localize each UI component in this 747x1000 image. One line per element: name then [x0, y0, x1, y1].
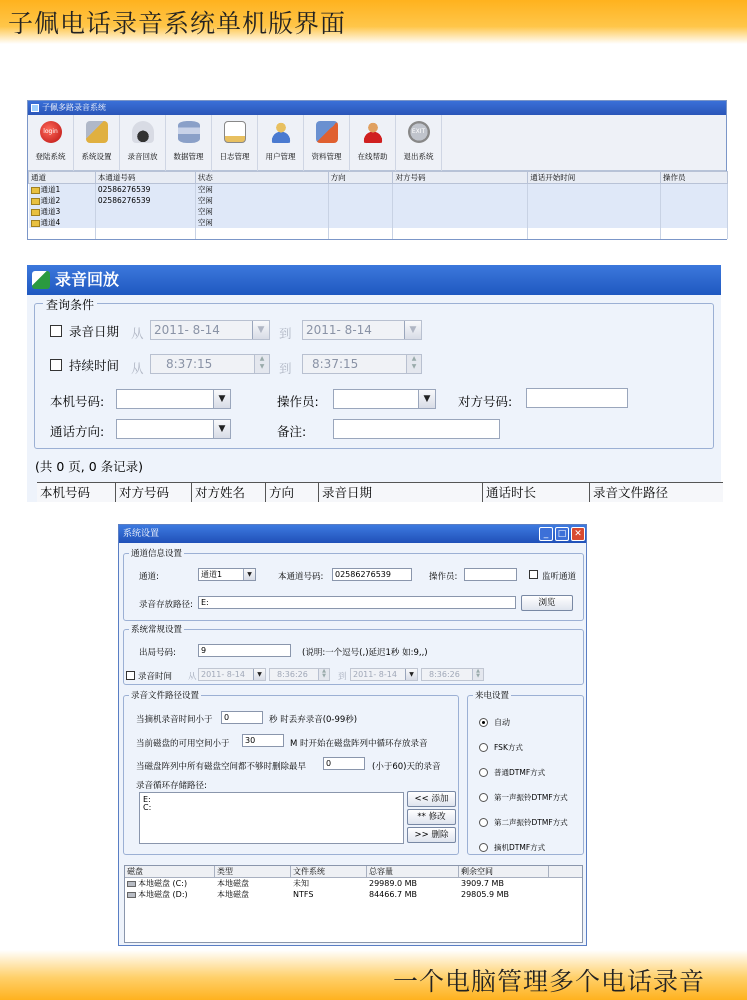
- login-button[interactable]: login 登陆系统: [28, 115, 74, 171]
- main-toolbar: [28, 115, 726, 171]
- record-date-from-label: 从: [131, 326, 144, 341]
- general-settings-group: [123, 625, 584, 685]
- chevron-down-icon[interactable]: ▼: [243, 569, 255, 580]
- incoming-radio-auto[interactable]: [479, 718, 488, 727]
- save-path-label: 录音存放路径:: [139, 600, 193, 610]
- loop-path-items: E: C:: [143, 795, 152, 812]
- hangup-input[interactable]: 0: [221, 711, 263, 724]
- remote-number-label: 对方号码:: [458, 394, 513, 409]
- table-row[interactable]: 本地磁盘 (C:) 本地磁盘 未知 29989.0 MB 3909.7 MB: [125, 878, 582, 889]
- chevron-down-icon[interactable]: ▼: [213, 420, 230, 438]
- results-header: [37, 482, 723, 502]
- direction-label: 通话方向:: [50, 424, 105, 439]
- record-time-time2[interactable]: 8:36:26 ▲ ▼: [421, 668, 484, 681]
- duration-label: 持续时间: [69, 358, 120, 373]
- channel-grid-header: [29, 172, 728, 184]
- remove-path-button[interactable]: >> 删除: [407, 827, 456, 843]
- outline-number-input[interactable]: 9: [198, 644, 291, 657]
- loop-path-list[interactable]: [139, 792, 404, 844]
- tools-icon: [86, 121, 108, 143]
- channel-icon: [31, 187, 40, 194]
- channel-info-legend: 通道信息设置: [131, 549, 183, 559]
- record-date-end-picker[interactable]: 2011- 8-14 ▼: [302, 320, 422, 340]
- app-icon: [31, 104, 39, 112]
- table-row[interactable]: 通道1 02586276539 空闲: [29, 184, 728, 196]
- duration-checkbox[interactable]: [50, 359, 62, 371]
- column-header[interactable]: 对方姓名: [192, 483, 266, 502]
- record-time-to-label: 到: [338, 672, 347, 682]
- delete-oldest-suffix: (小于60)天的录音: [372, 762, 441, 772]
- bottom-banner: [0, 950, 747, 1000]
- settings-titlebar: [119, 525, 586, 543]
- hard-drive-icon: [127, 892, 136, 898]
- add-path-button[interactable]: << 添加: [407, 791, 456, 807]
- spinner-icon[interactable]: ▲ ▼: [318, 669, 329, 680]
- incoming-option-label: 第一声振铃DTMF方式: [494, 793, 568, 802]
- monitor-checkbox[interactable]: [529, 570, 538, 579]
- operator-input[interactable]: [464, 568, 517, 581]
- channel-grid: [28, 171, 728, 239]
- operator-label: 操作员:: [429, 572, 458, 582]
- table-row-empty: [29, 228, 728, 239]
- delete-oldest-label: 当磁盘阵列中所有磁盘空间都不够时删除最早: [136, 762, 307, 772]
- column-header[interactable]: 方向: [328, 172, 393, 184]
- table-row[interactable]: 通道3 空闲: [29, 206, 728, 217]
- main-window: [27, 100, 727, 240]
- remote-number-input[interactable]: [526, 388, 628, 408]
- remark-label: 备注:: [277, 424, 307, 439]
- column-header[interactable]: 操作员: [661, 172, 728, 184]
- minimize-icon[interactable]: _: [539, 527, 553, 541]
- exit-icon: EXIT: [408, 121, 430, 143]
- incoming-radio-offhook[interactable]: [479, 843, 488, 852]
- column-header[interactable]: 类型: [215, 866, 291, 877]
- channel-select[interactable]: 通道1 ▼: [198, 568, 256, 581]
- remark-input[interactable]: [333, 419, 500, 439]
- chevron-down-icon[interactable]: ▼: [252, 321, 269, 339]
- log-icon: [224, 121, 246, 143]
- channel-number-label: 本通道号码:: [278, 572, 324, 582]
- save-path-input[interactable]: E:: [198, 596, 516, 609]
- data-icon: [316, 121, 338, 143]
- spinner-icon[interactable]: ▲ ▼: [472, 669, 483, 680]
- database-icon: [178, 121, 200, 143]
- channel-icon: [31, 198, 40, 205]
- channel-info-group: [123, 549, 584, 621]
- document-management-button[interactable]: 资料管理: [304, 115, 350, 171]
- channel-number-input[interactable]: 02586276539: [332, 568, 412, 581]
- loop-path-label: 录音循环存储路径:: [136, 781, 207, 791]
- operator-label: 操作员:: [277, 394, 319, 409]
- free-space-label: 当前磁盘的可用空间小于: [136, 739, 230, 749]
- column-header[interactable]: 录音文件路径: [590, 483, 723, 502]
- top-banner: [0, 0, 747, 44]
- hard-drive-icon: [127, 881, 136, 887]
- maximize-icon[interactable]: □: [555, 527, 569, 541]
- record-date-checkbox[interactable]: [50, 325, 62, 337]
- headset-icon: [132, 121, 154, 143]
- incoming-radio-dtmf[interactable]: [479, 768, 488, 777]
- duration-from-label: 从: [131, 361, 144, 376]
- log-management-button[interactable]: 日志管理: [212, 115, 258, 171]
- column-header[interactable]: 本通道号码: [95, 172, 195, 184]
- column-header[interactable]: 方向: [266, 483, 319, 502]
- general-settings-legend: 系统常规设置: [131, 625, 183, 635]
- playback-app-icon: [32, 271, 50, 289]
- system-settings-button[interactable]: 系统设置: [74, 115, 120, 171]
- free-space-suffix: M 时开始在磁盘阵列中循环存放录音: [290, 739, 428, 749]
- playback-title: 录音回放: [55, 270, 120, 289]
- channel-icon: [31, 220, 40, 227]
- edit-path-button[interactable]: ** 修改: [407, 809, 456, 825]
- settings-dialog: [118, 524, 587, 946]
- column-header[interactable]: 通话开始时间: [528, 172, 661, 184]
- chevron-down-icon[interactable]: ▼: [213, 390, 230, 408]
- top-banner-title: 子佩电话录音系统单机版界面: [8, 9, 347, 38]
- query-conditions-group: [34, 298, 714, 449]
- table-row[interactable]: 本地磁盘 (D:) 本地磁盘 NTFS 84466.7 MB 29805.9 MB: [125, 889, 582, 900]
- column-header[interactable]: 磁盘: [125, 866, 215, 877]
- column-header[interactable]: 文件系统: [291, 866, 367, 877]
- record-time-time1[interactable]: 8:36:26 ▲ ▼: [269, 668, 330, 681]
- record-path-legend: 录音文件路径设置: [131, 691, 200, 701]
- playback-titlebar: [27, 265, 721, 295]
- chevron-down-icon[interactable]: ▼: [405, 669, 417, 680]
- local-number-select[interactable]: [116, 389, 231, 409]
- record-count: (共 0 页, 0 条记录): [35, 459, 144, 474]
- record-date-label: 录音日期: [69, 324, 120, 339]
- operator-select[interactable]: [333, 389, 436, 409]
- chevron-down-icon[interactable]: ▼: [404, 321, 421, 339]
- hangup-label: 当摘机录音时间小于: [136, 715, 213, 725]
- exit-button[interactable]: EXIT 退出系统: [396, 115, 442, 171]
- users-icon: [270, 121, 292, 143]
- incoming-call-legend: 来电设置: [475, 691, 510, 701]
- table-row[interactable]: 通道2 02586276539 空闲: [29, 195, 728, 206]
- main-window-title: 子佩多路录音系统: [42, 103, 106, 112]
- duration-start-spinner[interactable]: 8:37:15 ▲ ▼: [150, 354, 270, 374]
- monitor-label: 监听通道: [542, 572, 577, 582]
- free-space-input[interactable]: 30: [242, 734, 284, 747]
- spinner-icon[interactable]: ▲ ▼: [254, 355, 269, 373]
- column-header[interactable]: 通话时长: [483, 483, 590, 502]
- chevron-down-icon[interactable]: ▼: [253, 669, 265, 680]
- main-window-titlebar: [28, 101, 726, 115]
- incoming-radio-second-ring[interactable]: [479, 818, 488, 827]
- column-header[interactable]: 对方号码: [393, 172, 528, 184]
- column-header[interactable]: 剩余空间: [459, 866, 549, 877]
- column-header[interactable]: 对方号码: [116, 483, 192, 502]
- record-time-checkbox[interactable]: [126, 671, 135, 680]
- help-icon: [362, 121, 384, 143]
- column-header[interactable]: 录音日期: [319, 483, 483, 502]
- incoming-option-label: 第二声振铃DTMF方式: [494, 818, 568, 827]
- incoming-option-label: 自动: [494, 718, 510, 727]
- bottom-banner-title: 一个电脑管理多个电话录音: [392, 967, 705, 996]
- incoming-option-label: 普通DTMF方式: [494, 768, 546, 777]
- browse-button[interactable]: 浏览: [521, 595, 573, 611]
- channel-label: 通道:: [139, 572, 159, 582]
- record-time-from-label: 从: [188, 672, 197, 682]
- online-help-button[interactable]: 在线帮助: [350, 115, 396, 171]
- record-date-start-picker[interactable]: 2011- 8-14 ▼: [150, 320, 270, 340]
- user-management-button[interactable]: 用户管理: [258, 115, 304, 171]
- data-management-button[interactable]: 数据管理: [166, 115, 212, 171]
- column-header[interactable]: 状态: [195, 172, 328, 184]
- column-header[interactable]: 通道: [29, 172, 96, 184]
- spinner-icon[interactable]: ▲ ▼: [406, 355, 421, 373]
- channel-icon: [31, 209, 40, 216]
- login-icon: login: [40, 121, 62, 143]
- incoming-call-group: [467, 691, 584, 855]
- disk-list-header: [125, 866, 582, 878]
- column-header[interactable]: 本机号码: [37, 483, 116, 502]
- local-number-label: 本机号码:: [50, 394, 105, 409]
- duration-end-spinner[interactable]: 8:37:15 ▲ ▼: [302, 354, 422, 374]
- outline-number-note: (说明:一个逗号(,)延迟1秒 如:9,,): [302, 648, 428, 658]
- incoming-radio-fsk[interactable]: [479, 743, 488, 752]
- column-header[interactable]: 总容量: [367, 866, 459, 877]
- record-time-label: 录音时间: [138, 672, 173, 682]
- chevron-down-icon[interactable]: ▼: [418, 390, 435, 408]
- record-time-date1[interactable]: 2011- 8-14 ▼: [198, 668, 266, 681]
- direction-select[interactable]: [116, 419, 231, 439]
- hangup-suffix: 秒 时丢弃录音(0-99秒): [269, 715, 358, 725]
- record-date-to-label: 到: [279, 326, 292, 341]
- incoming-option-label: FSK方式: [494, 743, 523, 752]
- playback-button[interactable]: 录音回放: [120, 115, 166, 171]
- incoming-radio-first-ring[interactable]: [479, 793, 488, 802]
- playback-window: [27, 265, 721, 502]
- table-row[interactable]: 通道4 空闲: [29, 217, 728, 228]
- delete-oldest-input[interactable]: 0: [323, 757, 365, 770]
- record-time-date2[interactable]: 2011- 8-14 ▼: [350, 668, 418, 681]
- outline-number-label: 出局号码:: [139, 648, 176, 658]
- query-conditions-legend: 查询条件: [43, 296, 97, 313]
- duration-to-label: 到: [279, 361, 292, 376]
- settings-title: 系统设置: [123, 529, 160, 539]
- incoming-option-label: 摘机DTMF方式: [494, 843, 546, 852]
- disk-list: [124, 865, 583, 943]
- close-icon[interactable]: ✕: [571, 527, 585, 541]
